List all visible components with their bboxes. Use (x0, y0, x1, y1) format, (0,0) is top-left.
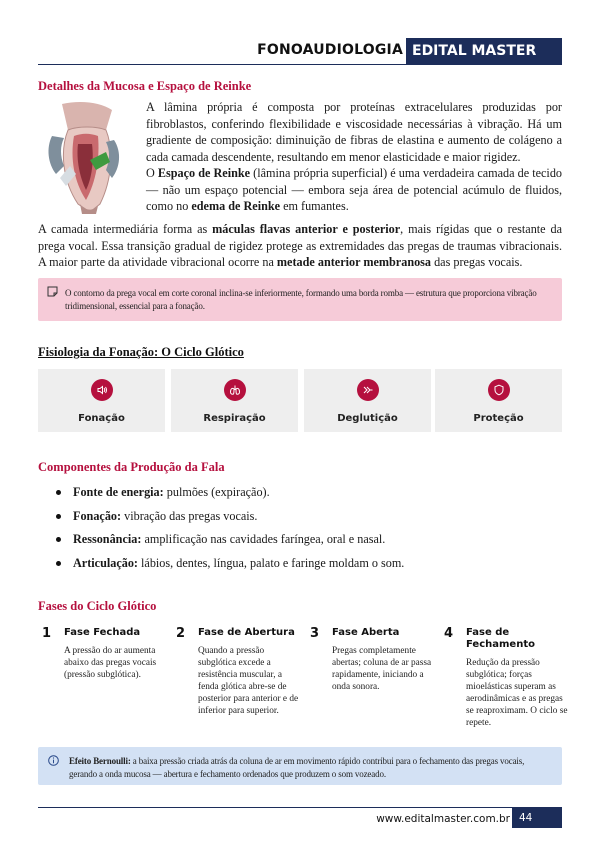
note-callout-bernoulli (38, 747, 562, 785)
note-callout-coronal (38, 278, 562, 321)
lungs-icon (224, 379, 246, 401)
header-brand: EDITAL MASTER (406, 38, 562, 65)
card-fonacao (38, 369, 165, 432)
shield-icon (488, 379, 510, 401)
page-header (0, 38, 600, 65)
note-text: Efeito Bernoulli: a baixa pressão criada atrás da coluna de ar em movimento rápido contribui para o fechamento das pregas vocais, gerando a onda mucosa — abertura e fechamento ordenados que produzem o som vozeado. (69, 756, 525, 779)
phase-description: Quando a pressão subglótica excede a resistência muscular, a fenda glótica abre-se de posterior para anterior e de inferior para superior. (198, 646, 299, 717)
reinke-paragraph-1: A lâmina própria é composta por proteínas extracelulares produzidas por fibroblastos, conferindo flexibilidade e viscosidade necessárias à vibração. Há um gradiente de composição: diminuição de fibras de elastina e aumento de colágeno a cada camada descendente, resultando em menor elasticidade e maior rigidez. (146, 100, 562, 164)
info-icon (48, 755, 59, 766)
phase-number: 1 (42, 626, 52, 641)
list-item: Fonte de energia: pulmões (expiração). (56, 484, 536, 500)
phase-number: 3 (310, 626, 320, 641)
footer-url[interactable]: www.editalmaster.com.br (376, 813, 510, 825)
phase-description: Pregas completamente abertas; coluna de ar passa rapidamente, iniciando a onda sonora. (332, 646, 432, 693)
phase-name: Fase Aberta (332, 627, 400, 638)
section-title-phases: Fases do Ciclo Glótico (38, 599, 157, 613)
note-icon (47, 286, 58, 297)
section-title-reinke: Detalhes da Mucosa e Espaço de Reinke (38, 79, 252, 93)
header-subject: FONOAUDIOLOGIA (257, 42, 403, 58)
components-list (56, 484, 536, 578)
section-title-components: Componentes da Produção da Fala (38, 460, 225, 474)
card-label: Deglutição (337, 413, 398, 424)
list-item: Fonação: vibração das pregas vocais. (56, 508, 536, 524)
footer-rule (38, 807, 562, 808)
note-text: O contorno da prega vocal em corte coronal inclina-se inferiormente, formando uma borda romba — estrutura que proporciona vibração tridimensional, essencial para a fonação. (65, 288, 537, 311)
reinke-paragraph-2: O Espaço de Reinke (lâmina própria superficial) é uma verdadeira camada de tecido — não um espaço potencial — embora seja área de potencial acúmulo de fluidos, como no edema de Reinke em fumantes. (146, 166, 563, 213)
sound-wave-icon (91, 379, 113, 401)
card-label: Fonação (78, 413, 125, 424)
card-respiracao (171, 369, 298, 432)
card-label: Proteção (473, 413, 524, 424)
phase-description: Redução da pressão subglótica; forças mioelásticas superam as aerodinâmicas e as pregas se reaproximam. O ciclo se repete. (466, 658, 568, 729)
page-number: 44 (512, 808, 562, 828)
function-cards (38, 369, 562, 432)
larynx-illustration (40, 100, 130, 216)
card-label: Respiração (203, 413, 266, 424)
phase-number: 2 (176, 626, 186, 641)
list-item: Articulação: lábios, dentes, língua, palato e faringe moldam o som. (56, 555, 536, 571)
phase-name: Fase de Fechamento (466, 627, 535, 650)
phase-number: 4 (444, 626, 454, 641)
card-degluticao (304, 369, 431, 432)
swallow-arrows-icon (357, 379, 379, 401)
section-title-physiology: Fisiologia da Fonação: O Ciclo Glótico (38, 345, 244, 359)
phase-name: Fase Fechada (64, 627, 141, 638)
phase-description: A pressão do ar aumenta abaixo das pregas vocais (pressão subglótica). (64, 646, 157, 681)
reinke-paragraph-3: A camada intermediária forma as máculas flavas anterior e posterior, mais rígidas que o restante da prega vocal. Essa transição gradual de rigidez protege as extremidades das pregas de traumas vibracionais. A maior parte da atividade vibracional ocorre na metade anterior membranosa das pregas vocais. (38, 222, 563, 269)
card-protecao (435, 369, 562, 432)
phase-name: Fase de Abertura (198, 627, 295, 638)
list-item: Ressonância: amplificação nas cavidades faríngea, oral e nasal. (56, 531, 536, 547)
